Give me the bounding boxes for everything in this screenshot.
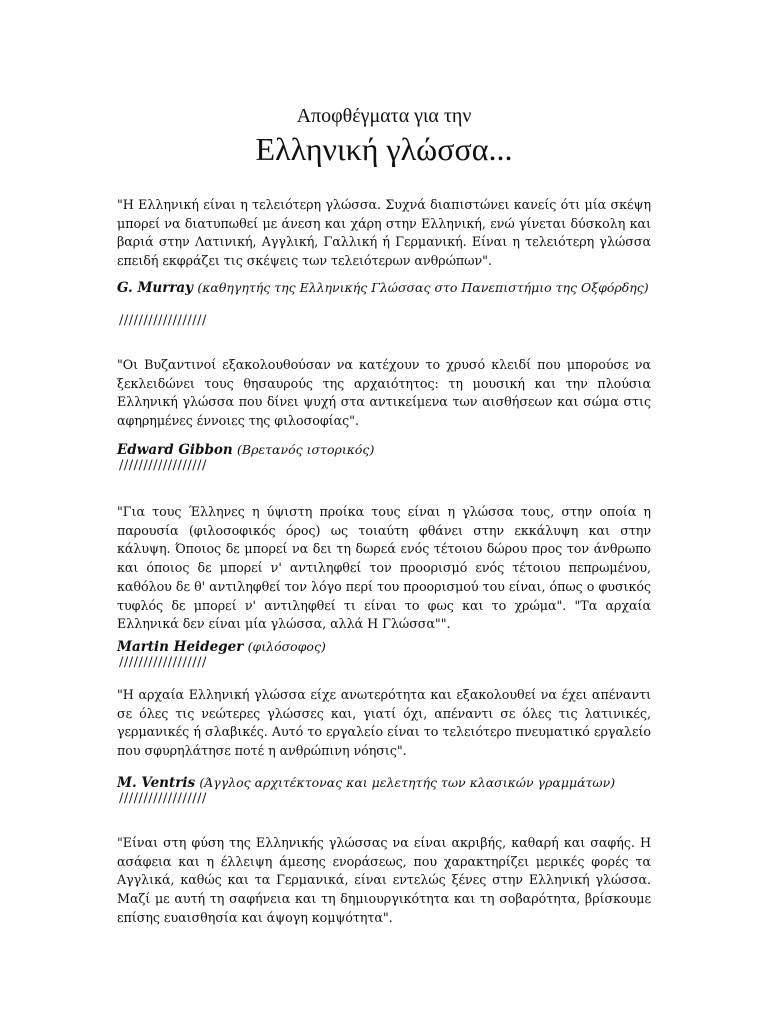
quote-author-role: (φιλόσοφος) [247,639,326,654]
quote-attribution [117,638,651,656]
quote-separator: ////////////////// [119,313,207,328]
quote-attribution [117,441,651,459]
quote-attribution [117,279,651,297]
quote-text: "Είναι στη φύση της Ελληνικής γλώσσας να είναι ακριβής, καθαρή και σαφής. Η ασάφεια και η έλλειψη άμεσης ενοράσεως, που χαρακτηρίζει μερικές φορές τα Αγγλικά, καθώς και τα Γερμανικά, είναι εντελώς ξένες στην Ελληνική γλώσσα. Μαζί με αυτή τη σαφήνεια και τη δημιουργικότητα και τη σοβαρότητα, βρίσκουμε επίσης ευαισθησία και άψογη κομψότητα". [117,835,651,925]
quote-text: "Οι Βυζαντινοί εξακολουθούσαν να κατέχουν το χρυσό κλειδί που μπορούσε να ξεκλειδώνει τους θησαυρούς της αρχαιότητος: τη μουσική και την πλούσια Ελληνική γλώσσα που δίνει ψυχή στα αντικείμενα των αισθήσεων και σώμα στις αφηρημένες έννοιες της φιλοσοφίας". [117,357,651,429]
quote-author: Martin Heideger [117,639,244,655]
quote-author: G. Murray [117,280,194,296]
quote-separator: ////////////////// [119,791,207,806]
document-subtitle: Αποφθέγματα για την [296,105,472,127]
quote-author: Edward Gibbon [117,442,233,458]
quote-text: "Για τους Έλληνες η ύψιστη προίκα τους είναι η γλώσσα τους, στην οποία η παρουσία (φιλοσοφικός όρος) ως τοιαύτη φθάνει στην εκκάλυψη και στην κάλυψη. Όποιος δε μπορεί να δει τη δωρεά ενός τέτοιου δώρου προς τον άνθρωπο και όποιος δε μπορεί ν' αντιληφθεί τον προορισμό ενός τέτοιου πεπρωμένου, καθόλου δε θ' αντιληφθεί τον λόγο περί του προορισμού του είναι, όπως ο φυσικός τυφλός δε μπορεί ν' αντιληφθεί τι είναι το φως και το χρώμα". "Τα αρχαία Ελληνικά δεν είναι μία γλώσσα, αλλά Η Γλώσσα"". [117,504,651,632]
quote-attribution [117,774,651,792]
quote-author-role: (Βρετανός ιστορικός) [237,442,375,457]
quote-author: M. Ventris [117,775,196,791]
quote-author-role: (καθηγητής της Ελληνικής Γλώσσας στο Πανεπιστήμιο της Οξφόρδης) [197,280,649,295]
quote-text: "Η αρχαία Ελληνική γλώσσα είχε ανωτερότητα και εξακολουθεί να έχει απέναντι σε όλες τις νεώτερες γλώσσες και, γιατί όχι, απέναντι σε όλες τις λατινικές, γερμανικές ή σλαβικές. Αυτό το εργαλείο είναι το τελειότερο πνευματικό εργαλείο που σφυρηλάτησε ποτέ η ανθρώπινη νόησις". [117,687,651,759]
document-title: Ελληνική γλώσσα... [255,131,513,167]
quote-separator: ////////////////// [119,458,207,473]
quote-text: "Η Ελληνική είναι η τελειότερη γλώσσα. Συχνά διαπιστώνει κανείς ότι μία σκέψη μπορεί να διατυπωθεί με άνεση και χάρη στην Ελληνική, ενώ γίνεται δύσκολη και βαριά στην Λατινική, Αγγλική, Γαλλική ή Γερμανική. Είναι η τελειότερη γλώσσα επειδή εκφράζει τις σκέψεις των τελειότερων ανθρώπων". [117,197,651,269]
quote-separator: ////////////////// [119,655,207,670]
quote-author-role: (Άγγλος αρχιτέκτονας και μελετητής των κλασικών γραμμάτων) [199,775,616,790]
